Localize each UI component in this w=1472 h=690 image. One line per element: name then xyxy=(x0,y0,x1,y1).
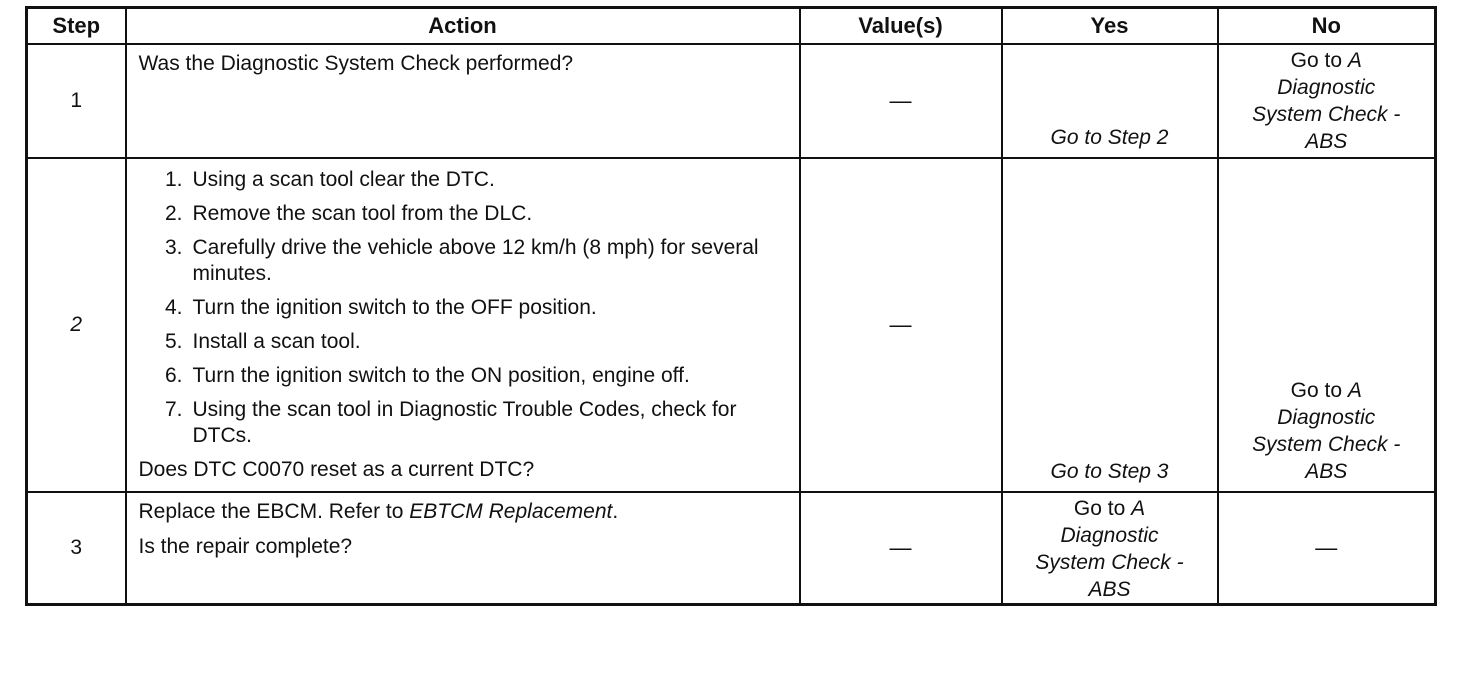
list-item: 4. Turn the ignition switch to the OFF position. xyxy=(164,296,597,319)
action-question: Was the Diagnostic System Check performed? xyxy=(138,52,574,75)
value-cell: — xyxy=(800,44,1002,158)
action-cell xyxy=(126,44,800,158)
no-cell: — xyxy=(1218,492,1436,605)
list-item: 6. Turn the ignition switch to the ON position, engine off. xyxy=(164,364,690,387)
header-row xyxy=(27,8,1436,45)
no-link-diagnostic-system-check[interactable]: Diagnostic System Check - ABS xyxy=(1252,406,1401,483)
no-prefix: Go to xyxy=(1290,49,1348,72)
no-link-diagnostic-system-check[interactable]: Diagnostic System Check - ABS xyxy=(1252,76,1401,153)
action-question: Is the repair complete? xyxy=(138,535,353,558)
table-row-step-1 xyxy=(27,44,1436,158)
yes-link-diagnostic-system-check[interactable]: Diagnostic System Check - ABS xyxy=(1035,524,1184,601)
step-number: 3 xyxy=(27,492,126,605)
table-row-step-3 xyxy=(27,492,1436,605)
list-item: 5. Install a scan tool. xyxy=(164,330,361,353)
list-item: 3. Carefully drive the vehicle above 12 km/h (8 mph) for several minutes. xyxy=(164,236,759,285)
no-link-diagnostic-system-check-a[interactable]: A xyxy=(1347,379,1362,402)
yes-prefix: Go to xyxy=(1073,497,1132,520)
step-number: 1 xyxy=(27,44,126,158)
no-link-diagnostic-system-check-a[interactable]: A xyxy=(1347,49,1362,72)
action-cell xyxy=(126,492,800,605)
no-cell xyxy=(1218,44,1436,158)
header-values: Value(s) xyxy=(800,8,1002,45)
header-yes: Yes xyxy=(1002,8,1218,45)
action-question: Does DTC C0070 reset as a current DTC? xyxy=(138,458,535,481)
header-step: Step xyxy=(27,8,126,45)
value-cell: — xyxy=(800,492,1002,605)
action-cell xyxy=(126,158,800,492)
table-row-step-2 xyxy=(27,158,1436,492)
no-prefix: Go to xyxy=(1290,379,1348,402)
action-instruction: Replace the EBCM. Refer to EBTCM Replacement. xyxy=(138,500,619,523)
no-cell xyxy=(1218,158,1436,492)
yes-link-go-to-step-3[interactable]: Go to Step 3 xyxy=(1050,460,1169,483)
action-steps-list xyxy=(139,167,787,449)
header-no: No xyxy=(1218,8,1436,45)
list-item: 7. Using the scan tool in Diagnostic Trouble Codes, check for DTCs. xyxy=(164,398,737,447)
list-item: 2. Remove the scan tool from the DLC. xyxy=(164,202,533,225)
step-number: 2 xyxy=(27,158,126,492)
yes-cell xyxy=(1002,44,1218,158)
yes-link-go-to-step-2[interactable]: Go to Step 2 xyxy=(1050,126,1169,149)
ebtcm-replacement-link[interactable]: EBTCM Replacement xyxy=(409,500,613,523)
list-item: 1. Using a scan tool clear the DTC. xyxy=(164,168,495,191)
diagnostic-table xyxy=(25,6,1437,606)
yes-cell xyxy=(1002,492,1218,605)
yes-cell xyxy=(1002,158,1218,492)
value-cell: — xyxy=(800,158,1002,492)
yes-link-diagnostic-system-check-a[interactable]: A xyxy=(1131,497,1146,520)
header-action: Action xyxy=(126,8,800,45)
